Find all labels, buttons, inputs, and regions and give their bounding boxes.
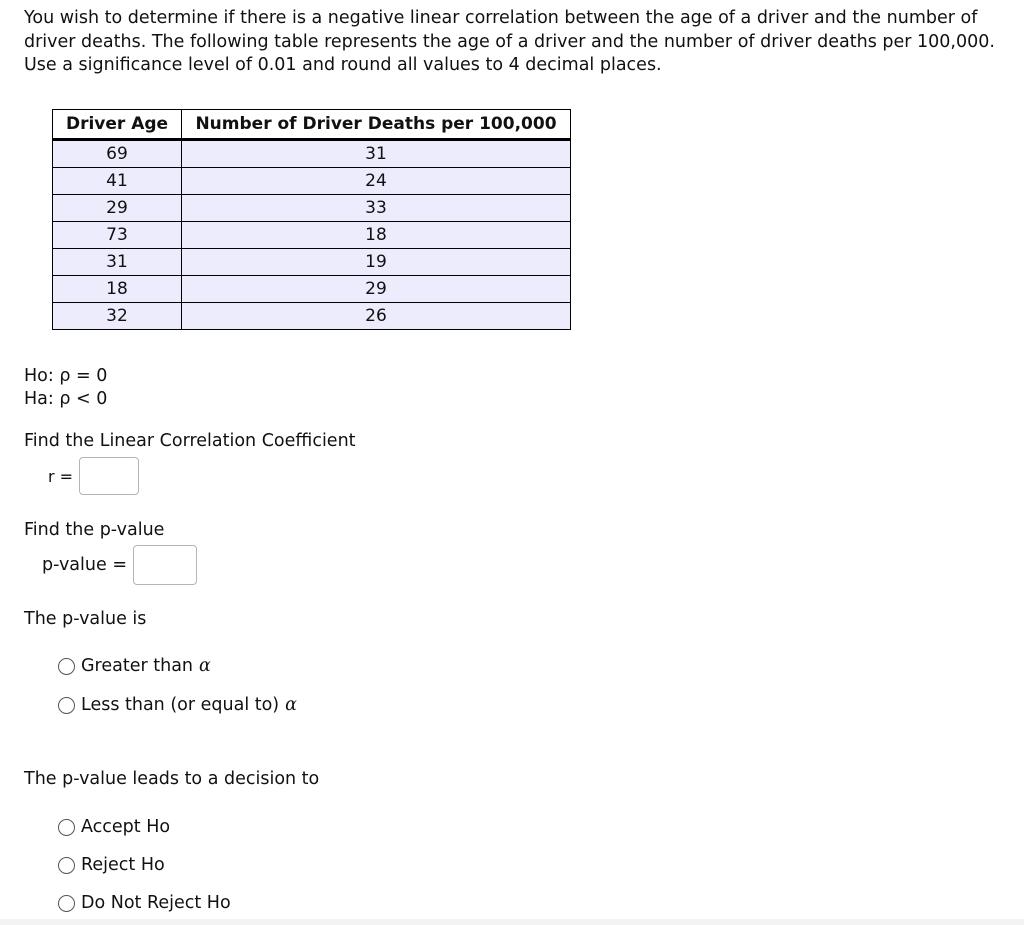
table-row	[53, 249, 571, 276]
pvalue-title: Find the p-value	[24, 520, 165, 540]
decision-title: The p-value leads to a decision to	[24, 769, 320, 789]
correlation-title: Find the Linear Correlation Coefficient	[24, 431, 356, 451]
alternative-hypothesis: Ha: ρ < 0	[24, 389, 108, 409]
cell-age: 41	[53, 168, 182, 195]
table-row	[53, 140, 571, 168]
question-intro: You wish to determine if there is a negative linear correlation between the age of a driver and the number of driver deaths. The following table represents the age of a driver and the number of driver deaths per 100,000. Use a significance level of 0.01 and round all values to 4 decimal places.	[24, 8, 995, 75]
pvalue-label: p-value =	[42, 555, 127, 575]
option-less-than-or-equal[interactable]	[58, 695, 297, 715]
radio-button[interactable]	[58, 697, 75, 714]
table-row	[53, 303, 571, 330]
cell-deaths: 29	[182, 276, 571, 303]
radio-button[interactable]	[58, 658, 75, 675]
option-label: Greater than	[81, 656, 194, 676]
option-label: Less than (or equal to)	[81, 695, 280, 715]
null-hypothesis: Ho: ρ = 0	[24, 366, 108, 386]
data-table	[52, 109, 571, 330]
option-do-not-reject-ho[interactable]	[58, 893, 231, 913]
radio-button[interactable]	[58, 819, 75, 836]
cell-age: 18	[53, 276, 182, 303]
alpha-symbol: α	[285, 695, 297, 715]
page-bottom-edge	[0, 919, 1024, 925]
cell-age: 32	[53, 303, 182, 330]
cell-deaths: 18	[182, 222, 571, 249]
table-row	[53, 276, 571, 303]
cell-age: 29	[53, 195, 182, 222]
correlation-row	[48, 457, 139, 495]
header-driver-deaths: Number of Driver Deaths per 100,000	[182, 110, 571, 140]
comparison-title: The p-value is	[24, 609, 147, 629]
table-row	[53, 195, 571, 222]
cell-age: 31	[53, 249, 182, 276]
radio-button[interactable]	[58, 857, 75, 874]
pvalue-input[interactable]	[133, 545, 197, 585]
cell-deaths: 24	[182, 168, 571, 195]
cell-deaths: 33	[182, 195, 571, 222]
cell-deaths: 26	[182, 303, 571, 330]
table-row	[53, 222, 571, 249]
cell-deaths: 19	[182, 249, 571, 276]
radio-button[interactable]	[58, 895, 75, 912]
r-input[interactable]	[79, 457, 139, 495]
cell-age: 69	[53, 140, 182, 168]
cell-deaths: 31	[182, 140, 571, 168]
option-greater-than[interactable]	[58, 656, 211, 676]
pvalue-row	[42, 545, 197, 585]
header-driver-age: Driver Age	[53, 110, 182, 140]
table-row	[53, 168, 571, 195]
r-label: r =	[48, 466, 74, 486]
table-header-row	[53, 110, 571, 140]
cell-age: 73	[53, 222, 182, 249]
option-accept-ho[interactable]	[58, 817, 170, 837]
option-label: Do Not Reject Ho	[81, 893, 231, 913]
option-reject-ho[interactable]	[58, 855, 165, 875]
alpha-symbol: α	[199, 656, 211, 676]
option-label: Reject Ho	[81, 855, 165, 875]
option-label: Accept Ho	[81, 817, 171, 837]
